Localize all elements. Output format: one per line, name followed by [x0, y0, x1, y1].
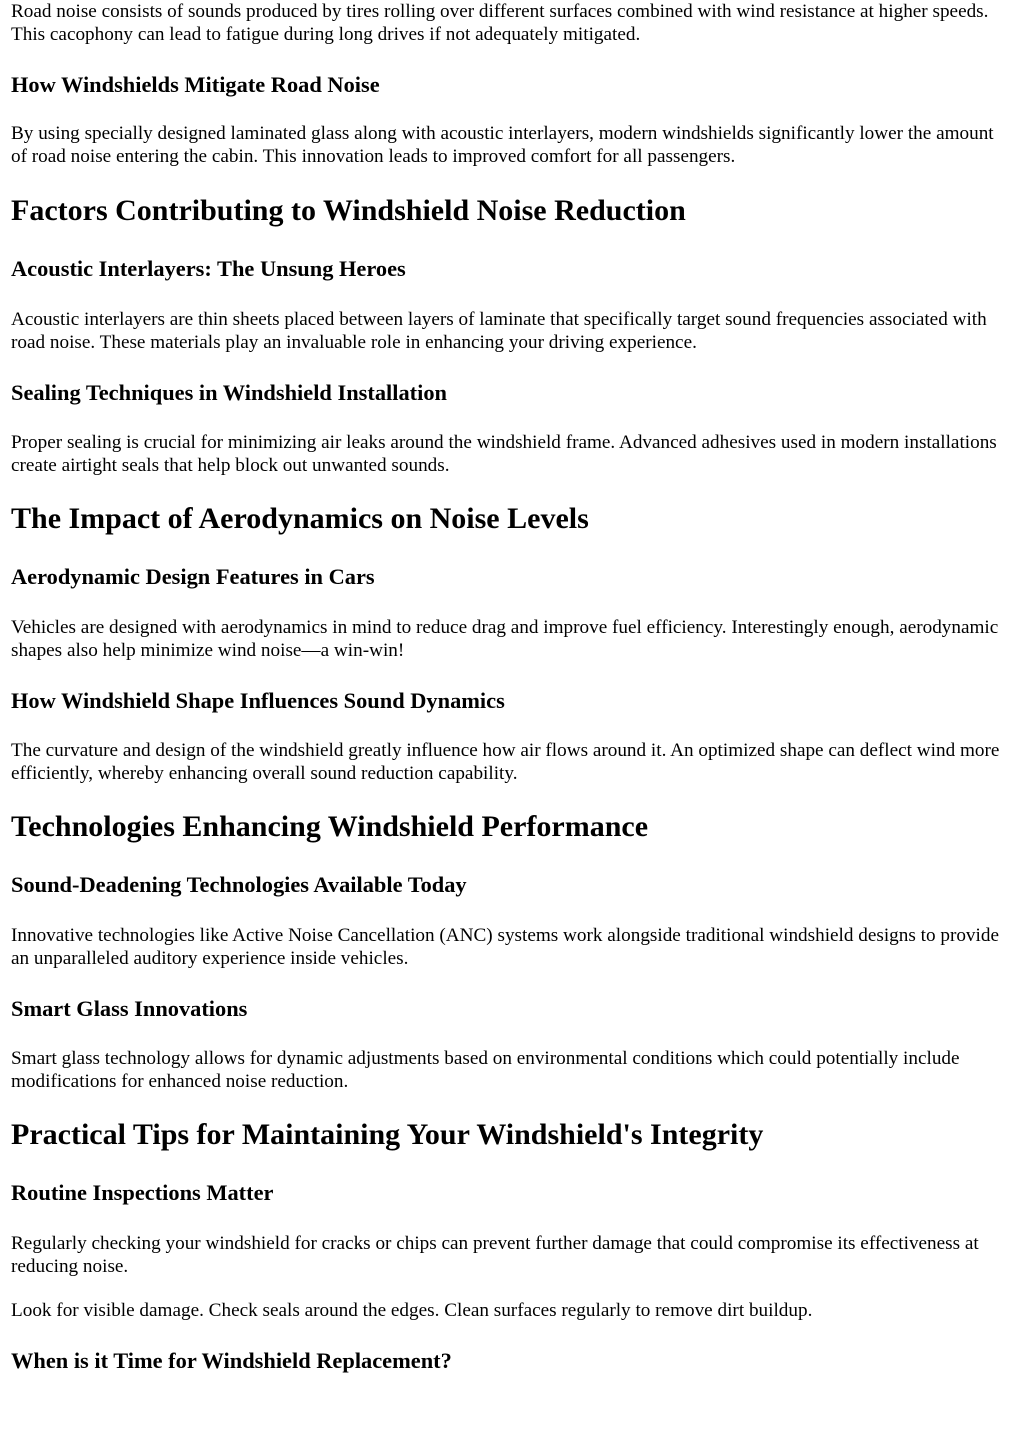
paragraph-road-noise-intro: Road noise consists of sounds produced by tires rolling over different surfaces combined with wind resistance at higher speeds. This cacophony can lead to fatigue during long drives if not adequately mitigated. [11, 1, 989, 45]
heading-aerodynamic-design: Aerodynamic Design Features in Cars [11, 564, 375, 589]
heading-aerodynamics: The Impact of Aerodynamics on Noise Levels [11, 502, 589, 535]
heading-windshield-shape: How Windshield Shape Influences Sound Dynamics [11, 688, 505, 713]
heading-routine-inspections: Routine Inspections Matter [11, 1180, 274, 1205]
heading-practical-tips: Practical Tips for Maintaining Your Windshield's Integrity [11, 1118, 764, 1151]
heading-acoustic-interlayers: Acoustic Interlayers: The Unsung Heroes [11, 256, 406, 281]
heading-factors: Factors Contributing to Windshield Noise Reduction [11, 194, 686, 227]
paragraph-interlayers: Acoustic interlayers are thin sheets placed between layers of laminate that specifically target sound frequencies associated with road noise. These materials play an invaluable role in enhancing your driving experience. [11, 309, 987, 353]
paragraph-windshield-shape: The curvature and design of the windshield greatly influence how air flows around it. An optimized shape can deflect wind more efficiently, whereby enhancing overall sound reduction capability. [11, 740, 1000, 784]
heading-sealing-techniques: Sealing Techniques in Windshield Installation [11, 380, 447, 405]
paragraph-sealing: Proper sealing is crucial for minimizing air leaks around the windshield frame. Advanced adhesives used in modern installations create airtight seals that help block out unwanted sounds. [11, 432, 997, 476]
paragraph-smart-glass: Smart glass technology allows for dynamic adjustments based on environmental conditions which could potentially include modifications for enhanced noise reduction. [11, 1048, 960, 1092]
heading-technologies: Technologies Enhancing Windshield Performance [11, 810, 649, 843]
paragraph-aerodynamic-design: Vehicles are designed with aerodynamics in mind to reduce drag and improve fuel efficiency. Interestingly enough, aerodynamic shapes also help minimize wind noise—a win-win! [11, 617, 999, 661]
paragraph-routine-inspections: Regularly checking your windshield for cracks or chips can prevent further damage that could compromise its effectiveness at reducing noise. [11, 1233, 979, 1277]
heading-windshield-replacement: When is it Time for Windshield Replacement? [11, 1348, 452, 1373]
paragraph-mitigate: By using specially designed laminated glass along with acoustic interlayers, modern windshields significantly lower the amount of road noise entering the cabin. This innovation leads to improved comfort for all passengers. [11, 123, 994, 167]
paragraph-inspection-checklist: Look for visible damage. Check seals around the edges. Clean surfaces regularly to remove dirt buildup. [11, 1300, 813, 1321]
heading-smart-glass: Smart Glass Innovations [11, 996, 248, 1021]
heading-how-windshields-mitigate: How Windshields Mitigate Road Noise [11, 72, 380, 97]
heading-sound-deadening: Sound-Deadening Technologies Available Today [11, 872, 467, 897]
paragraph-sound-deadening: Innovative technologies like Active Noise Cancellation (ANC) systems work alongside traditional windshield designs to provide an unparalleled auditory experience inside vehicles. [11, 925, 999, 969]
